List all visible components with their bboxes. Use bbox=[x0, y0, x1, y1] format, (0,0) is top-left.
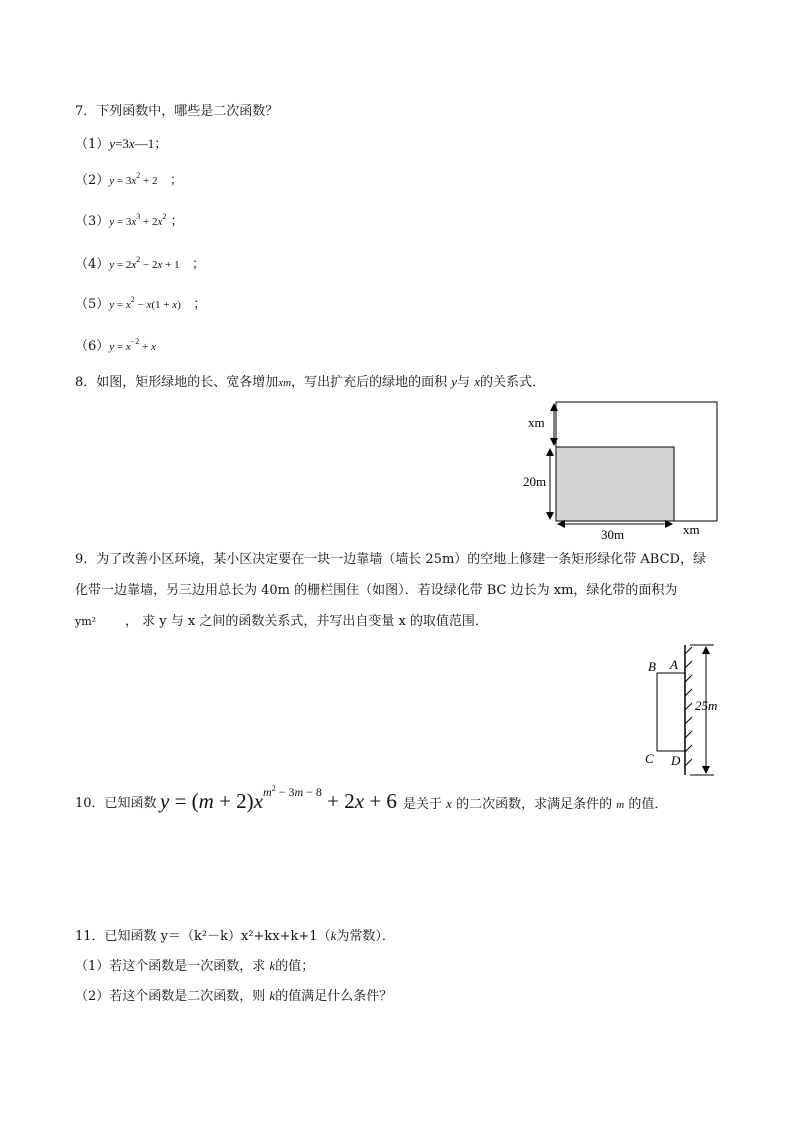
q10-suffix-a: 是关于 bbox=[403, 797, 443, 812]
q7-item-5-expr: $y = x^2 - x(1 + x)$ bbox=[109, 295, 181, 311]
q11-sub2-k: k bbox=[269, 988, 276, 1003]
q7-item-3 bbox=[75, 214, 184, 230]
q9-label-25m: 25m bbox=[695, 698, 718, 713]
q7-item-6-num: （6） bbox=[75, 339, 110, 354]
q10-prefix: 10．已知函数 bbox=[75, 796, 157, 811]
q9-label-B: B bbox=[648, 659, 656, 674]
q11-sub2-b: 的值满足什么条件？ bbox=[275, 989, 393, 1004]
q7-title: 7．下列函数中，哪些是二次函数？ bbox=[75, 104, 279, 119]
q8-text-var: xm bbox=[278, 377, 292, 389]
q7-item-4 bbox=[75, 257, 205, 273]
q11-sub1-k: k bbox=[269, 958, 276, 973]
q7-item-4-expr: $y = 2x^2 - 2x + 1$ bbox=[109, 255, 180, 271]
q7-item-2-num: （2） bbox=[75, 173, 110, 188]
q9-line3-b: ， 求 y 与 x 之间的函数关系式，并写出自变量 x 的取值范围． bbox=[125, 614, 488, 629]
q10-suffix bbox=[403, 796, 667, 813]
q9-line3 bbox=[75, 614, 488, 630]
q9-wall-hatch bbox=[685, 647, 692, 766]
q9-label-A: A bbox=[670, 657, 678, 672]
q10-suffix-b: 的二次函数，求满足条件的 bbox=[456, 797, 613, 812]
q7-item-3-expr: $y = 3x^3 + 2x^2$ bbox=[109, 212, 167, 228]
q7-item-6 bbox=[75, 339, 156, 355]
q8-label-bottom: 30m bbox=[601, 527, 625, 541]
q8-text-x: x bbox=[474, 374, 480, 389]
q8-text-a: 8．如图，矩形绿地的长、宽各增加 bbox=[75, 375, 279, 390]
q7-item-1 bbox=[75, 136, 167, 153]
q7-item-5-num: （5） bbox=[75, 297, 110, 312]
q9-label-C: C bbox=[645, 751, 654, 766]
q10-suffix-m: m bbox=[616, 799, 625, 811]
q11-line1-b: 为常数）． bbox=[336, 929, 395, 944]
q11-sub1-a: （1）若这个函数是一次函数，求 bbox=[75, 959, 266, 974]
q9-figure bbox=[640, 640, 725, 780]
q10-suffix-c: 的值． bbox=[628, 797, 668, 812]
q8-label-top: xm bbox=[528, 415, 545, 430]
q7-item-1-num: （1） bbox=[75, 137, 110, 152]
q7-item-1-tail: ； bbox=[154, 137, 168, 152]
q7-item-4-num: （4） bbox=[75, 257, 110, 272]
q11-sub1 bbox=[75, 958, 314, 975]
q9-line1: 9．为了改善小区环境，某小区决定要在一块一边靠墙（墙长 25m）的空地上修建一条矩形绿化带 ABCD，绿 bbox=[75, 552, 706, 567]
q11-sub2 bbox=[75, 988, 392, 1005]
q7-item-3-tail: ； bbox=[170, 214, 184, 229]
q11-sub1-b: 的值； bbox=[275, 959, 315, 974]
q7-item-2-expr: $y = 3x^2 + 2$ bbox=[109, 171, 158, 187]
q11-line1-a: 11．已知函数 y＝（k²－k）x²+kx+k+1（ bbox=[75, 929, 331, 944]
q8-text-y: y bbox=[451, 374, 458, 389]
q10-formula: $y = (m + 2)x^{m^2 - 3m - 8} + 2x + 6$ bbox=[160, 784, 397, 813]
q7-item-2 bbox=[75, 173, 183, 189]
q7-item-6-expr: $y = x^{-2} + x$ bbox=[109, 337, 156, 353]
q8-text-d: 的关系式． bbox=[479, 375, 545, 390]
q8-inner-rect bbox=[556, 447, 674, 521]
q7-item-2-tail: ； bbox=[169, 173, 183, 188]
q11-line1-k: k bbox=[330, 928, 337, 943]
q9-line2: 化带一边靠墙，另三边用总长为 40m 的栅栏围住（如图）．若设绿化带 BC 边长为 xm，绿化带的面积为 bbox=[75, 583, 678, 598]
q8-figure bbox=[520, 396, 725, 541]
q8-text-c: 与 bbox=[457, 375, 471, 390]
q7-item-3-num: （3） bbox=[75, 214, 110, 229]
q9-label-D: D bbox=[671, 753, 681, 768]
q8-text bbox=[75, 374, 545, 391]
q7-item-4-tail: ； bbox=[192, 257, 206, 272]
q7-item-5-tail: ； bbox=[193, 297, 207, 312]
q9-rect bbox=[657, 673, 685, 751]
q11-line1 bbox=[75, 928, 395, 945]
q7-item-1-expr: y=3x—1 bbox=[109, 136, 155, 151]
q10-suffix-x: x bbox=[446, 796, 452, 811]
q8-label-left: 20m bbox=[523, 474, 547, 489]
q8-text-b: ，写出扩充后的绿地的面积 bbox=[291, 375, 448, 390]
q8-label-right: xm bbox=[683, 522, 700, 537]
q7-item-5 bbox=[75, 297, 206, 313]
q11-sub2-a: （2）若这个函数是二次函数，则 bbox=[75, 989, 266, 1004]
q9-line3-a: ym² bbox=[75, 615, 97, 628]
